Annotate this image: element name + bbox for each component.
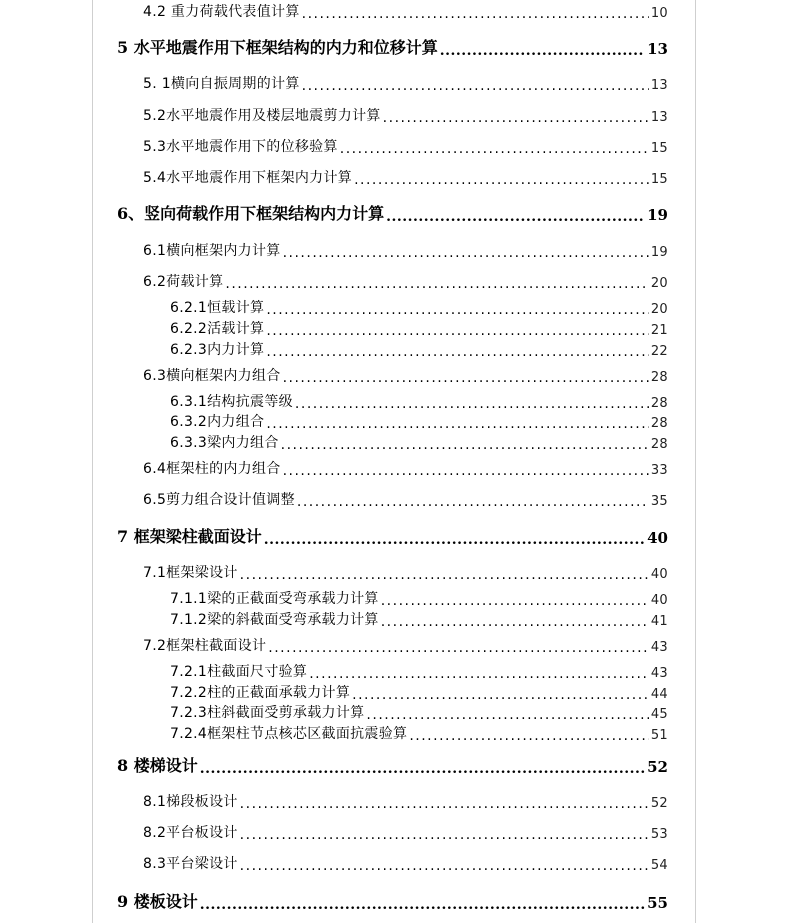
toc-entry-page: 51 [650, 728, 668, 743]
toc-entry-page: 44 [650, 687, 668, 702]
toc-entry-title: 6.2.2活载计算 [170, 321, 265, 337]
toc-entry[interactable] [143, 491, 668, 509]
toc-entry-page: 20 [650, 302, 668, 317]
toc-leader [283, 246, 649, 260]
toc-entry-page: 40 [647, 529, 668, 547]
toc-entry-page: 28 [650, 396, 668, 411]
toc-entry-page: 40 [650, 567, 668, 582]
toc-entry-title: 7.2.1柱截面尺寸验算 [170, 664, 308, 680]
toc-entry-title: 5.2水平地震作用及楼层地震剪力计算 [143, 108, 381, 124]
toc-leader [281, 438, 649, 452]
toc-leader [240, 568, 649, 582]
toc-entry-page: 13 [647, 40, 668, 58]
toc-entry[interactable] [143, 367, 668, 385]
toc-entry[interactable] [143, 793, 668, 811]
toc-leader [264, 533, 645, 547]
toc-leader [302, 79, 649, 93]
toc-entry[interactable] [143, 855, 668, 873]
toc-entry[interactable] [143, 460, 668, 478]
toc-leader [383, 111, 649, 125]
toc-entry[interactable] [143, 75, 668, 93]
toc-entry[interactable] [143, 637, 668, 655]
toc-entry-title: 6.4框架柱的内力组合 [143, 461, 281, 477]
toc-entry-title: 6.2.3内力计算 [170, 342, 265, 358]
toc-entry[interactable] [170, 299, 668, 317]
toc-leader [366, 708, 648, 722]
toc-entry[interactable] [143, 273, 668, 291]
toc-entry-title: 8 楼梯设计 [117, 756, 198, 775]
toc-entry-page: 19 [650, 245, 668, 260]
toc-entry-page: 19 [647, 206, 668, 224]
toc-entry[interactable] [170, 393, 668, 411]
toc-entry[interactable] [143, 824, 668, 842]
toc-leader [266, 303, 649, 317]
toc-entry-page: 41 [650, 614, 668, 629]
toc-entry[interactable] [170, 663, 668, 681]
toc-leader [240, 828, 649, 842]
toc-entry-page: 55 [647, 894, 668, 912]
toc-entry-title: 7.1.2梁的斜截面受弯承载力计算 [170, 612, 379, 628]
toc-entry-title: 5.4水平地震作用下框架内力计算 [143, 170, 353, 186]
toc-leader [302, 7, 649, 21]
toc-entry-title: 7.1框架梁设计 [143, 565, 238, 581]
toc-entry[interactable] [170, 725, 668, 743]
toc-entry-page: 52 [647, 758, 668, 776]
toc-entry-page: 43 [650, 666, 668, 681]
toc-entry[interactable] [143, 564, 668, 582]
toc-entry-page: 15 [650, 141, 668, 156]
toc-entry-page: 28 [650, 437, 668, 452]
toc-leader [354, 173, 649, 187]
toc-entry-page: 54 [650, 858, 668, 873]
toc-entry[interactable] [143, 138, 668, 156]
toc-leader [266, 345, 649, 359]
toc-entry-title: 6.1横向框架内力计算 [143, 243, 281, 259]
toc-leader [409, 729, 649, 743]
toc-entry-page: 15 [650, 172, 668, 187]
toc-entry-page: 33 [650, 463, 668, 478]
toc-leader [200, 762, 645, 776]
toc-entry-title: 6.3.2内力组合 [170, 414, 265, 430]
toc-entry[interactable] [117, 204, 668, 224]
toc-entry[interactable] [117, 38, 668, 58]
toc-entry[interactable] [170, 434, 668, 452]
toc-entry-title: 6、竖向荷载作用下框架结构内力计算 [117, 204, 385, 223]
toc-entry-title: 5.3水平地震作用下的位移验算 [143, 139, 338, 155]
toc-entry-title: 6.3.1结构抗震等级 [170, 394, 293, 410]
toc-entry-title: 4.2 重力荷载代表值计算 [143, 4, 300, 20]
toc-entry-title: 7.2.4框架柱节点核芯区截面抗震验算 [170, 726, 408, 742]
toc-entry-page: 43 [650, 640, 668, 655]
toc-leader [340, 142, 649, 156]
toc-leader [266, 324, 649, 338]
toc-entry-title: 7.2.2柱的正截面承载力计算 [170, 685, 351, 701]
toc-entry-page: 21 [650, 323, 668, 338]
toc-leader [381, 594, 649, 608]
toc-entry[interactable] [143, 169, 668, 187]
toc-leader [283, 464, 649, 478]
toc-entry-title: 8.2平台板设计 [143, 825, 238, 841]
toc-leader [309, 667, 649, 681]
page-margin-right [695, 0, 696, 923]
toc-leader [352, 688, 649, 702]
toc-leader [283, 371, 649, 385]
toc-entry[interactable] [117, 756, 668, 776]
toc-entry-title: 6.3.3梁内力组合 [170, 435, 279, 451]
toc-entry-title: 6.2荷载计算 [143, 274, 224, 290]
toc-entry-title: 6.2.1恒载计算 [170, 300, 265, 316]
toc-entry-page: 52 [650, 796, 668, 811]
toc-entry-page: 28 [650, 370, 668, 385]
toc-entry-page: 13 [650, 110, 668, 125]
toc-entry-page: 22 [650, 344, 668, 359]
toc-entry[interactable] [170, 611, 668, 629]
toc-leader [200, 898, 645, 912]
page-margin-left [92, 0, 93, 923]
toc-leader [266, 417, 649, 431]
toc-leader [225, 277, 648, 291]
toc-entry-title: 5 水平地震作用下框架结构的内力和位移计算 [117, 38, 438, 57]
toc-leader [240, 797, 649, 811]
toc-entry-title: 7.2.3柱斜截面受剪承载力计算 [170, 705, 365, 721]
toc-entry-page: 53 [650, 827, 668, 842]
toc-entry-title: 6.5剪力组合设计值调整 [143, 492, 295, 508]
toc-entry-title: 7.2框架柱截面设计 [143, 638, 267, 654]
toc-entry-title: 7 框架梁柱截面设计 [117, 527, 262, 546]
toc-entry[interactable] [170, 590, 668, 608]
toc-entry[interactable] [143, 107, 668, 125]
toc-leader [381, 615, 649, 629]
toc-entry[interactable] [143, 3, 668, 21]
toc-entry-page: 35 [650, 494, 668, 509]
toc-entry-page: 40 [650, 593, 668, 608]
toc-leader [268, 641, 649, 655]
toc-entry-title: 5. 1横向自振周期的计算 [143, 76, 300, 92]
toc-leader [297, 495, 649, 509]
toc-entry-title: 6.3横向框架内力组合 [143, 368, 281, 384]
toc-leader [240, 859, 649, 873]
toc-entry[interactable] [170, 704, 668, 722]
toc-entry-page: 28 [650, 416, 668, 431]
toc-entry-page: 45 [650, 707, 668, 722]
toc-entry-title: 7.1.1梁的正截面受弯承载力计算 [170, 591, 379, 607]
toc-entry-title: 8.3平台梁设计 [143, 856, 238, 872]
toc-entry[interactable] [170, 413, 668, 431]
toc-entry-page: 20 [650, 276, 668, 291]
toc-entry-page: 10 [650, 6, 668, 21]
toc-entry-title: 8.1梯段板设计 [143, 794, 238, 810]
toc-entry[interactable] [170, 341, 668, 359]
toc-entry-page: 13 [650, 78, 668, 93]
toc-entry[interactable] [170, 320, 668, 338]
toc-entry[interactable] [117, 527, 668, 547]
toc-entry[interactable] [170, 684, 668, 702]
toc-leader [295, 397, 649, 411]
toc-leader [386, 210, 645, 224]
toc-entry[interactable] [143, 242, 668, 260]
toc-entry[interactable] [117, 892, 668, 912]
toc-entry-title: 9 楼板设计 [117, 892, 198, 911]
toc-leader [440, 44, 645, 58]
